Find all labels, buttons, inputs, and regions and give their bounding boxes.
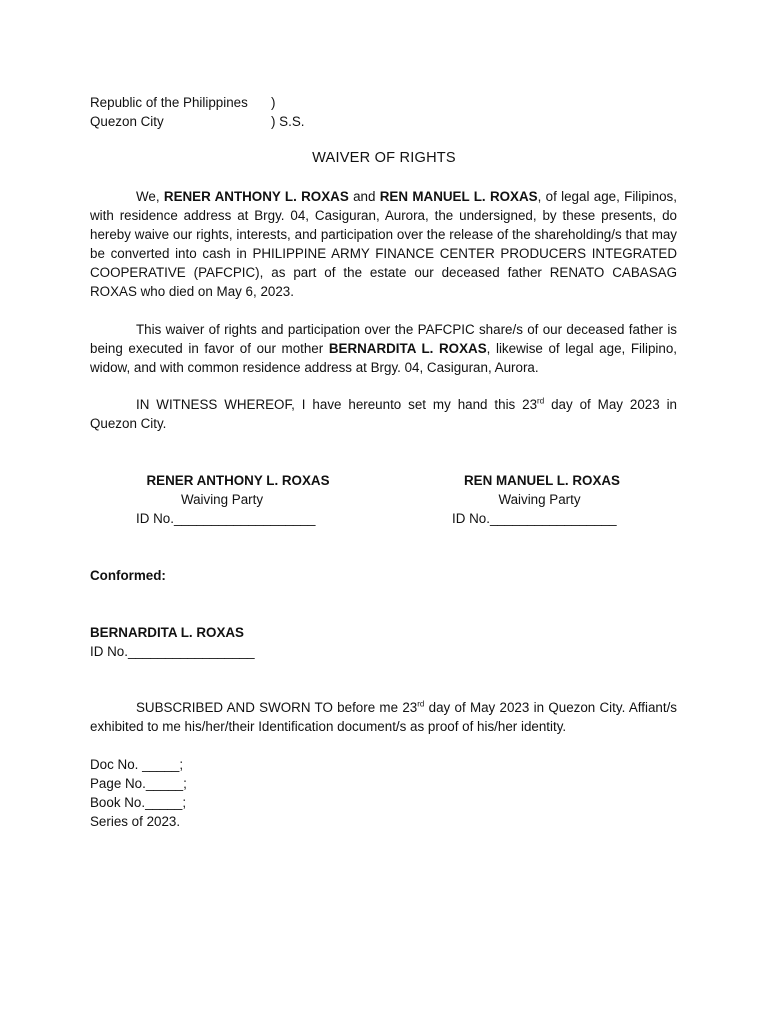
para1-text-1: We, xyxy=(136,189,164,204)
para2-name: BERNARDITA L. ROXAS xyxy=(328,341,487,356)
para1-name-1: RENER ANTHONY L. ROXAS xyxy=(163,189,349,204)
conformed-label: Conformed: xyxy=(90,568,166,583)
doc-number: Doc No. _____; xyxy=(90,757,184,772)
signatory-1-name: RENER ANTHONY L. ROXAS xyxy=(146,473,330,488)
para1-text-3: , of legal age, Filipinos, with residence address at Brgy. 04, Casiguran, Aurora, the undersigned, by these presents, do hereby waive our rights, interests, and participation over the release of the shareholding/s that may be converted into cash in PHILIPPINE ARMY FINANCE CENTER PRODUCERS INTEGRATED COOPERATIVE (PAFCPIC), as part of the estate our deceased father RENATO CABASAG ROXAS who died on May 6, 2023. xyxy=(90,189,677,299)
jurat-ordinal: rd xyxy=(417,699,425,709)
paragraph-favor xyxy=(90,320,677,377)
para2-text-2: , likewise of legal age, Filipino, widow, and with common residence address at Brgy. 04, Casiguran, Aurora. xyxy=(90,341,677,375)
paragraph-witness xyxy=(90,395,677,433)
paragraph-waiver xyxy=(90,187,677,301)
signatory-1-id-field: ID No.___________________ xyxy=(136,511,316,526)
document-title: WAIVER OF RIGHTS xyxy=(312,150,456,166)
signatory-2-id-field: ID No._________________ xyxy=(452,511,617,526)
signatory-2-role: Waiving Party xyxy=(498,492,581,507)
para3-text-1: IN WITNESS WHEREOF, I have hereunto set my hand this 23 xyxy=(136,397,538,412)
venue-line-2-mark: ) S.S. xyxy=(271,114,305,129)
venue-line-2: Quezon City xyxy=(90,114,164,129)
signatory-2-name: REN MANUEL L. ROXAS xyxy=(464,473,620,488)
conformed-id-field: ID No._________________ xyxy=(90,644,255,659)
para2-text-1: This waiver of rights and participation over the PAFCPIC share/s of our deceased father is being executed in favor of our mother xyxy=(90,322,677,356)
para1-name-2: REN MANUEL L. ROXAS xyxy=(379,189,538,204)
venue-line-1: Republic of the Philippines xyxy=(90,95,248,110)
para3-ordinal: rd xyxy=(537,396,545,406)
para1-text-2: and xyxy=(348,189,380,204)
book-number: Book No._____; xyxy=(90,795,187,810)
paragraph-jurat xyxy=(90,698,677,736)
jurat-text-2: day of May 2023 in Quezon City. Affiant/s exhibited to me his/her/their Identification document/s as proof of his/her identity. xyxy=(90,700,677,734)
jurat-text-1: SUBSCRIBED AND SWORN TO before me 23 xyxy=(136,700,418,715)
conformed-name: BERNARDITA L. ROXAS xyxy=(90,625,244,640)
para3-text-2: day of May 2023 in Quezon City. xyxy=(90,397,677,431)
signatory-1-role: Waiving Party xyxy=(180,492,264,507)
page-number: Page No._____; xyxy=(90,776,187,791)
series-year: Series of 2023. xyxy=(90,814,181,829)
venue-line-1-mark: ) xyxy=(271,95,276,110)
